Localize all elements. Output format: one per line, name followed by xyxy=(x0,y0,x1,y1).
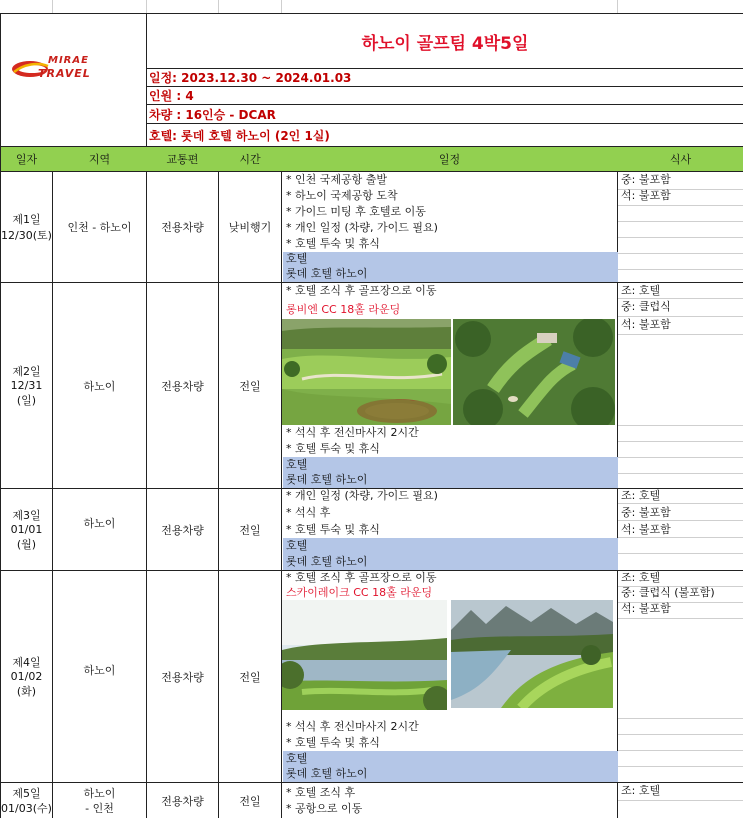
region-line: 하노이 xyxy=(83,786,116,800)
golf-course-aerial-photo xyxy=(453,319,615,425)
itinerary-item: * 석식 후 전신마사지 2시간 xyxy=(286,720,419,733)
itinerary-item: * 하노이 국제공항 도착 xyxy=(286,189,398,202)
hotel-name: 롯데 호텔 하노이 xyxy=(286,767,368,780)
region-cell: 하노이 xyxy=(83,663,116,677)
golf-course-photo xyxy=(282,319,451,425)
itinerary-item: * 공항으로 이동 xyxy=(286,802,363,815)
day-cell xyxy=(1,172,52,282)
hotel-name: 롯데 호텔 하노이 xyxy=(286,555,368,568)
day-weekday: (월) xyxy=(16,538,37,551)
page-title: 하노이 골프팀 4박5일 xyxy=(361,33,529,54)
golf-lake-photo xyxy=(282,600,447,710)
hotel-label: 호텔 xyxy=(286,458,308,471)
time-cell: 전일 xyxy=(239,670,261,684)
transport-cell: 전용차량 xyxy=(161,523,204,537)
itinerary-item: * 호텔 투숙 및 휴식 xyxy=(286,237,380,250)
info-people: 인원 : 4 xyxy=(149,89,194,103)
day-date: 01/02 xyxy=(10,670,43,683)
time-cell: 낮비행기 xyxy=(228,221,272,234)
day-weekday: (화) xyxy=(16,685,37,698)
region-cell xyxy=(53,783,146,818)
meal-item: 조: 호텔 xyxy=(621,489,661,502)
meal-item: 석: 불포함 xyxy=(621,602,671,615)
golf-round: 스카이레이크 CC 18홀 라운딩 xyxy=(286,586,433,599)
region-cell: 하노이 xyxy=(83,517,116,530)
itinerary-item: * 가이드 미팅 후 호텔로 이동 xyxy=(286,205,426,218)
day-date: 01/03(수) xyxy=(1,801,52,815)
meal-item: 조: 호텔 xyxy=(621,284,661,297)
header-meals: 식사 xyxy=(669,153,692,166)
time-cell: 전일 xyxy=(239,794,261,808)
meal-item: 석: 불포함 xyxy=(621,318,671,331)
meal-item: 중: 불포함 xyxy=(621,173,671,186)
transport-cell: 전용차량 xyxy=(161,379,204,393)
itinerary-item: * 인천 국제공항 출발 xyxy=(286,173,387,186)
day-label: 제4일 xyxy=(12,656,41,669)
hotel-label: 호텔 xyxy=(286,539,308,552)
day-cell xyxy=(1,489,52,570)
day-label: 제5일 xyxy=(12,786,41,800)
header-region: 지역 xyxy=(88,153,111,166)
meal-item: 중: 불포함 xyxy=(621,506,671,519)
meal-item: 중: 클럽식 (불포함) xyxy=(621,586,715,599)
hotel-name: 롯데 호텔 하노이 xyxy=(286,473,368,486)
itinerary-item: * 호텔 조식 후 골프장으로 이동 xyxy=(286,284,437,297)
meal-item: 석: 불포함 xyxy=(621,189,671,202)
header-itinerary: 일정 xyxy=(438,153,461,166)
day-label: 제2일 xyxy=(12,365,41,378)
meal-item: 석: 불포함 xyxy=(621,523,671,536)
day-date: 12/31 xyxy=(10,379,43,392)
hotel-name: 롯데 호텔 하노이 xyxy=(286,267,368,280)
transport-cell: 전용차량 xyxy=(161,794,204,808)
day-cell xyxy=(1,783,52,818)
itinerary-item: * 호텔 조식 후 xyxy=(286,786,356,799)
itinerary-item: * 개인 일정 (차량, 가이드 필요) xyxy=(286,489,438,502)
header-date: 일자 xyxy=(15,153,38,166)
logo-line1: MIRAE xyxy=(48,55,89,66)
logo xyxy=(8,52,118,86)
meal-item: 조: 호텔 xyxy=(621,784,661,797)
region-line: - 인천 xyxy=(85,801,114,815)
day-label: 제3일 xyxy=(12,509,41,522)
golf-round: 롱비엔 CC 18홀 라운딩 xyxy=(286,303,401,316)
transport-cell: 전용차량 xyxy=(161,221,204,234)
day-cell xyxy=(1,283,52,488)
day-date: 12/30(토) xyxy=(1,229,52,242)
day-date: 01/01 xyxy=(10,523,43,536)
hotel-label: 호텔 xyxy=(286,252,308,265)
time-cell: 전일 xyxy=(239,379,261,393)
info-hotel: 호텔: 롯데 호텔 하노이 (2인 1실) xyxy=(149,128,330,143)
hotel-label: 호텔 xyxy=(286,752,308,765)
meal-item: 조: 호텔 xyxy=(621,571,661,584)
logo-line2: TRAVEL xyxy=(38,67,91,80)
info-schedule: 일정: 2023.12.30 ~ 2024.01.03 xyxy=(149,71,352,85)
region-cell: 인천 - 하노이 xyxy=(67,221,132,234)
itinerary-item: * 호텔 조식 후 골프장으로 이동 xyxy=(286,571,437,584)
day-label: 제1일 xyxy=(12,213,41,226)
day-cell xyxy=(1,571,52,782)
info-vehicle: 차량 : 16인승 - DCAR xyxy=(149,107,276,122)
itinerary-item: * 호텔 투숙 및 휴식 xyxy=(286,736,380,749)
itinerary-item: * 호텔 투숙 및 휴식 xyxy=(286,523,380,536)
region-cell: 하노이 xyxy=(83,379,116,393)
header-transport: 교통편 xyxy=(166,153,199,166)
header-time: 시간 xyxy=(239,153,261,166)
itinerary-item: * 석식 후 xyxy=(286,506,331,519)
time-cell: 전일 xyxy=(239,523,261,537)
transport-cell: 전용차량 xyxy=(161,670,204,684)
itinerary-item: * 석식 후 전신마사지 2시간 xyxy=(286,426,419,439)
golf-mountain-photo xyxy=(451,600,613,708)
meal-item: 중: 클럽식 xyxy=(621,300,671,313)
itinerary-item: * 개인 일정 (차량, 가이드 필요) xyxy=(286,221,438,234)
day-weekday: (일) xyxy=(16,394,37,407)
itinerary-item: * 호텔 투숙 및 휴식 xyxy=(286,442,380,455)
